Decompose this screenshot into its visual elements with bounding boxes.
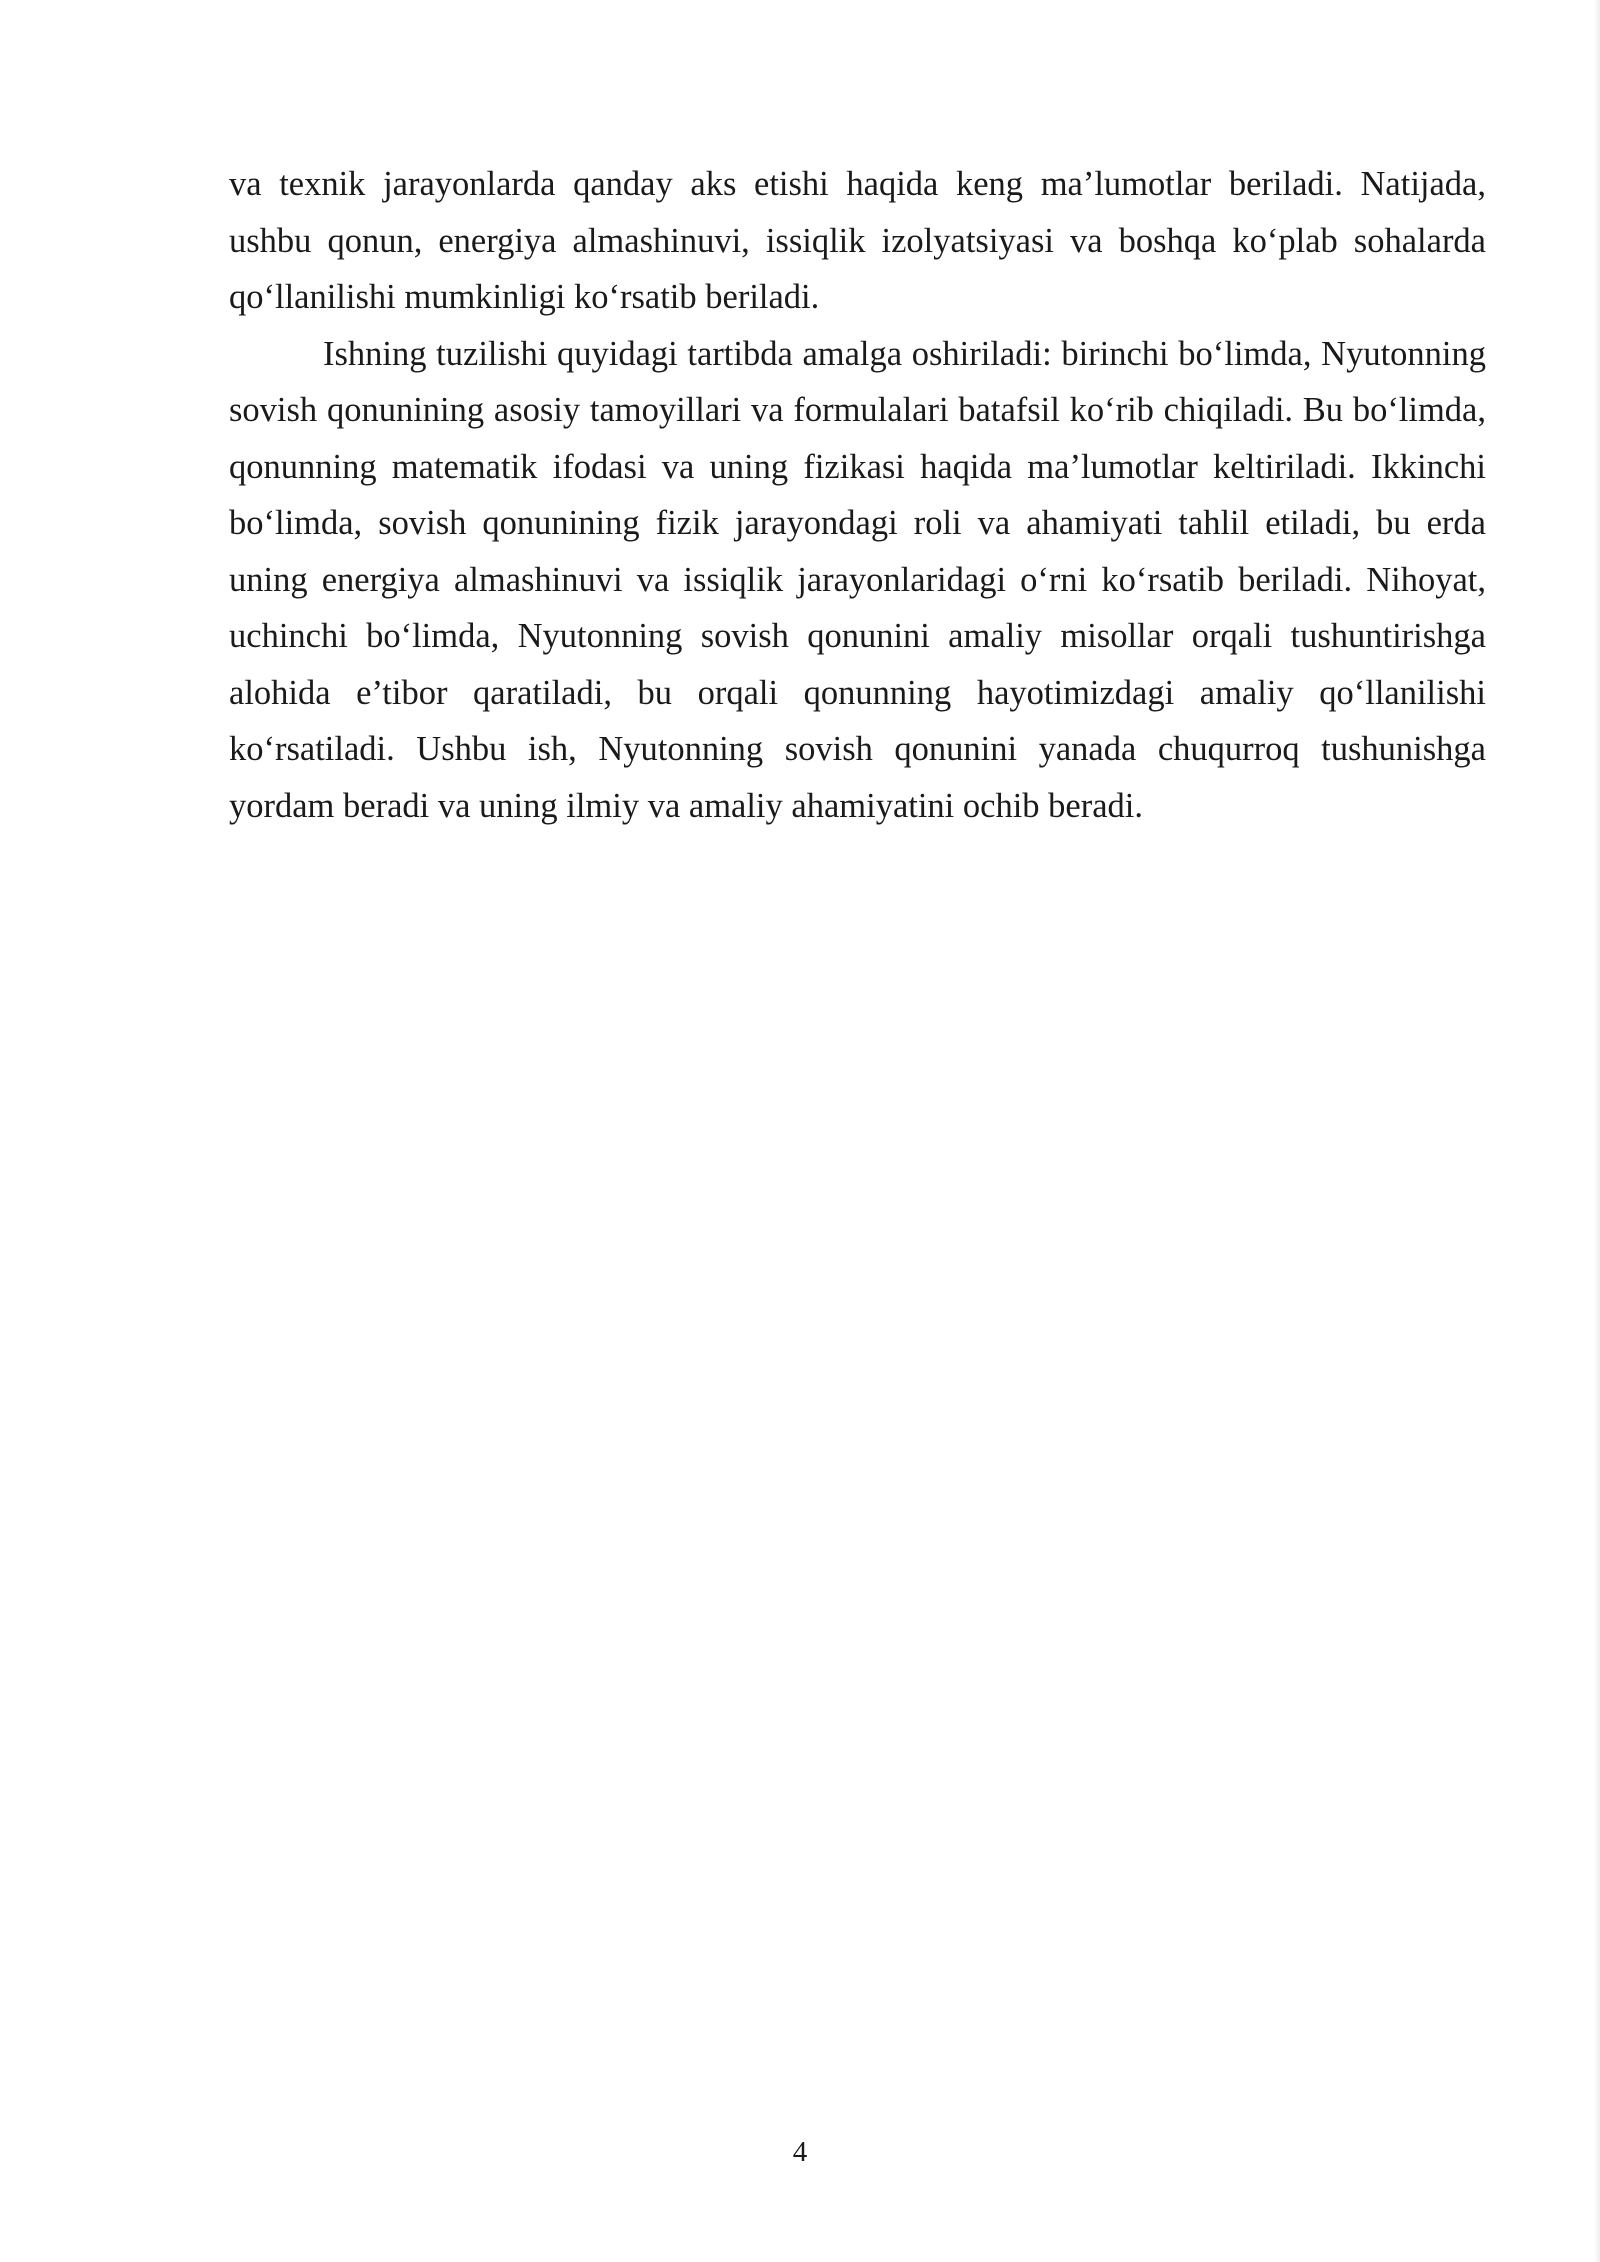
page-number: 4 (792, 2136, 808, 2168)
body-text (229, 156, 1486, 834)
paragraph-continuation: va texnik jarayonlarda qanday aks etishi haqida keng ma’lumotlar beriladi. Natijada, ushbu qonun, energiya almashinuvi, issiqlik izolyatsiyasi va boshqa ko‘plab sohalarda qo‘llanilishi mumkinligi ko‘rsatib beriladi. (229, 165, 1486, 316)
page-edge-shadow (1594, 0, 1600, 2262)
paragraph-structure: Ishning tuzilishi quyidagi tartibda amalga oshiriladi: birinchi bo‘limda, Nyutonning sovish qonunining asosiy tamoyillari va formulalari batafsil ko‘rib chiqiladi. Bu bo‘limda, qonunning matematik ifodasi va uning fizikasi haqida ma’lumotlar keltiriladi. Ikkinchi bo‘limda, sovish qonunining fizik jarayondagi roli va ahamiyati tahlil etiladi, bu erda uning energiya almashinuvi va issiqlik jarayonlaridagi o‘rni ko‘rsatib beriladi. Nihoyat, uchinchi bo‘limda, Nyutonning sovish qonunini amaliy misollar orqali tushuntirishga alohida e’tibor qaratiladi, bu orqali qonunning hayotimizdagi amaliy qo‘llanilishi ko‘rsatiladi. Ushbu ish, Nyutonning sovish qonunini yanada chuqurroq tushunishga yordam beradi va uning ilmiy va amaliy ahamiyatini ochib beradi. (229, 334, 1486, 825)
